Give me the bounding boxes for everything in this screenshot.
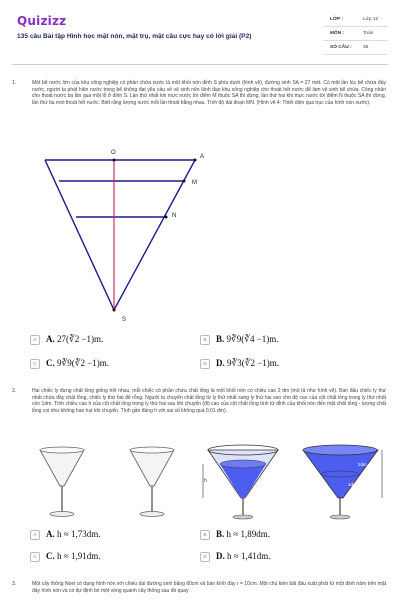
answer-formula: 9∛9(∛4 −1)m. xyxy=(226,334,279,344)
answer-option-b[interactable] xyxy=(200,528,370,542)
answer-option-b[interactable] xyxy=(200,333,370,347)
answer-list-1 xyxy=(30,333,380,373)
point-s xyxy=(113,309,116,312)
answer-option-d[interactable] xyxy=(200,550,370,564)
answer-text xyxy=(216,358,279,369)
header-divider xyxy=(12,64,388,65)
answer-letter-box: C xyxy=(30,359,40,369)
answer-letter-box: A xyxy=(30,530,40,540)
answer-letter-box: B xyxy=(200,335,210,345)
answer-text xyxy=(46,529,100,539)
question-number: 3. xyxy=(12,581,17,587)
answer-option-a[interactable] xyxy=(30,528,200,542)
cone-left-edge xyxy=(45,160,114,310)
answer-formula: h ≈ 1,89dm. xyxy=(226,529,270,539)
answer-label: C. xyxy=(46,358,55,368)
meta-row-class xyxy=(323,13,387,27)
point-a xyxy=(194,159,197,162)
answer-label: B. xyxy=(216,334,225,344)
point-m xyxy=(183,180,186,183)
meta-row-count xyxy=(323,41,387,55)
answer-label: A. xyxy=(46,529,55,539)
answer-formula: 27(∛2 −1)m. xyxy=(57,334,104,344)
answer-text xyxy=(216,529,270,539)
point-n xyxy=(165,216,168,219)
cone-glass-right xyxy=(303,445,382,519)
label-a: A xyxy=(200,154,205,160)
question-text: Một cây thông Noel có dạng hình nón với chiều dài đường sinh bằng 60cm và bán kính đáy r = 10cm. Một chú kiến bắt đầu xuất phát từ một đỉnh nằm trên mặt đáy hình nón và có dự định bò một vòng quanh cây thông sau đó quay xyxy=(32,581,386,594)
quizizz-logo: Quizizz xyxy=(17,14,67,28)
answer-label: B. xyxy=(216,529,225,539)
answer-option-c[interactable] xyxy=(30,550,200,564)
answer-letter-box: B xyxy=(200,530,210,540)
answer-label: A. xyxy=(46,334,55,344)
answer-text xyxy=(216,334,279,345)
answer-label: D. xyxy=(216,358,225,368)
meta-row-subject xyxy=(323,27,387,41)
answer-option-d[interactable] xyxy=(200,357,370,371)
liquid-cones-figure xyxy=(198,442,388,522)
meta-label: LỚP : xyxy=(330,17,344,22)
answer-text xyxy=(46,551,100,561)
label-o: O xyxy=(111,150,116,156)
answer-text xyxy=(216,551,270,561)
question-number: 1. xyxy=(12,80,17,86)
document-title: 135 câu Bài tập Hình học mặt nón, mặt trụ, mặt cầu cực hay có lời giải (P2) xyxy=(17,33,252,40)
cone-glass-left xyxy=(203,445,278,519)
page-header xyxy=(0,0,400,62)
martini-glasses-figure xyxy=(32,444,192,520)
meta-value: Toán xyxy=(363,31,374,36)
cone-right-edge xyxy=(114,160,195,310)
answer-list-2 xyxy=(30,528,380,568)
meta-value: Lớp 12 xyxy=(363,17,379,22)
question-number: 2. xyxy=(12,388,17,394)
answer-formula: h ≈ 1,73dm. xyxy=(57,529,101,539)
answer-formula: h ≈ 1,41dm. xyxy=(227,551,271,561)
answer-option-a[interactable] xyxy=(30,333,200,347)
answer-letter-box: D xyxy=(200,552,210,562)
meta-value: 35 xyxy=(363,45,369,50)
question-text: Hai chiếc ly đựng chất lỏng giống hệt nhau, mỗi chiếc có phần chứa chất lỏng là một khối nón có chiều cao 2 dm (mô tả như hình vẽ). Ban đầu chiếc ly thứ nhất chứa đầy chất lỏng, chiếc ly thứ hai để rỗng. Người ta chuyển chất lỏng từ ly thứ nhất sang ly thứ hai sao cho độ cao của cột chất lỏng trong ly thứ nhất còn 1dm. Tính chiều cao h của cột chất lỏng trong ly thứ hai sau khi chuyển (độ cao của cột chất lỏng tính từ đỉnh của khối nón đến mặt chất lỏng - lượng chất lỏng coi như không hao hụt khi chuyển. Tính gần đúng h với sai số không quá 0,01 dm). xyxy=(32,388,386,414)
meta-table xyxy=(323,13,387,55)
label-1dm: 1dm xyxy=(348,482,357,487)
meta-label: SỐ CÂU : xyxy=(330,45,352,50)
answer-letter-box: D xyxy=(200,359,210,369)
answer-letter-box: C xyxy=(30,552,40,562)
answer-label: C. xyxy=(46,551,55,561)
label-2dm: 2dm xyxy=(358,462,367,467)
answer-option-c[interactable] xyxy=(30,357,200,371)
answer-text xyxy=(46,334,103,345)
answer-formula: 9∛3(∛2 −1)m. xyxy=(227,358,280,368)
label-s: S xyxy=(122,317,127,323)
answer-label: D. xyxy=(216,551,225,561)
label-m: M xyxy=(192,180,197,186)
label-n: N xyxy=(172,213,177,219)
meta-label: MÔN : xyxy=(330,31,345,36)
question-3 xyxy=(12,581,388,600)
point-o xyxy=(113,159,116,162)
answer-formula: 9∛9(∛2 −1)m. xyxy=(57,358,110,368)
cone-cross-section-figure xyxy=(40,145,210,325)
question-text: Một bể nước lớn của khu công nghiệp có phần chứa nước là một khối nón đỉnh S phía dưới (hình vẽ), đường sinh SA = 27 mét. Có một lần lúc bể chứa đầy nước, người ta phát hiện nước trong bể không đạt yêu cầu về vệ sinh nên lãnh đạo khu công nghiệp cho thoát hết nước để làm vệ sinh bể chứa. Công nhân cho thoát nước ba lần qua một lỗ ở đỉnh S. Lần thứ nhất khi mực nước tới điểm M thuộc SA thì dừng, lần thứ hai khi mực nước tới điểm N thuộc SA thì dừng, lần thứ ba mới thoát hết nước. Biết rằng lượng nước mỗi lần thoát bằng nhau. Tính độ dài đoạn MN. (Hình vẽ 4: Thiết diện qua trục của hình nón nước). xyxy=(32,80,386,106)
martini-glass-right xyxy=(130,447,174,517)
answer-text xyxy=(46,358,109,369)
martini-glass-left xyxy=(40,447,84,517)
answer-letter-box: A xyxy=(30,335,40,345)
answer-formula: h ≈ 1,91dm. xyxy=(57,551,101,561)
label-h: h xyxy=(204,478,207,484)
